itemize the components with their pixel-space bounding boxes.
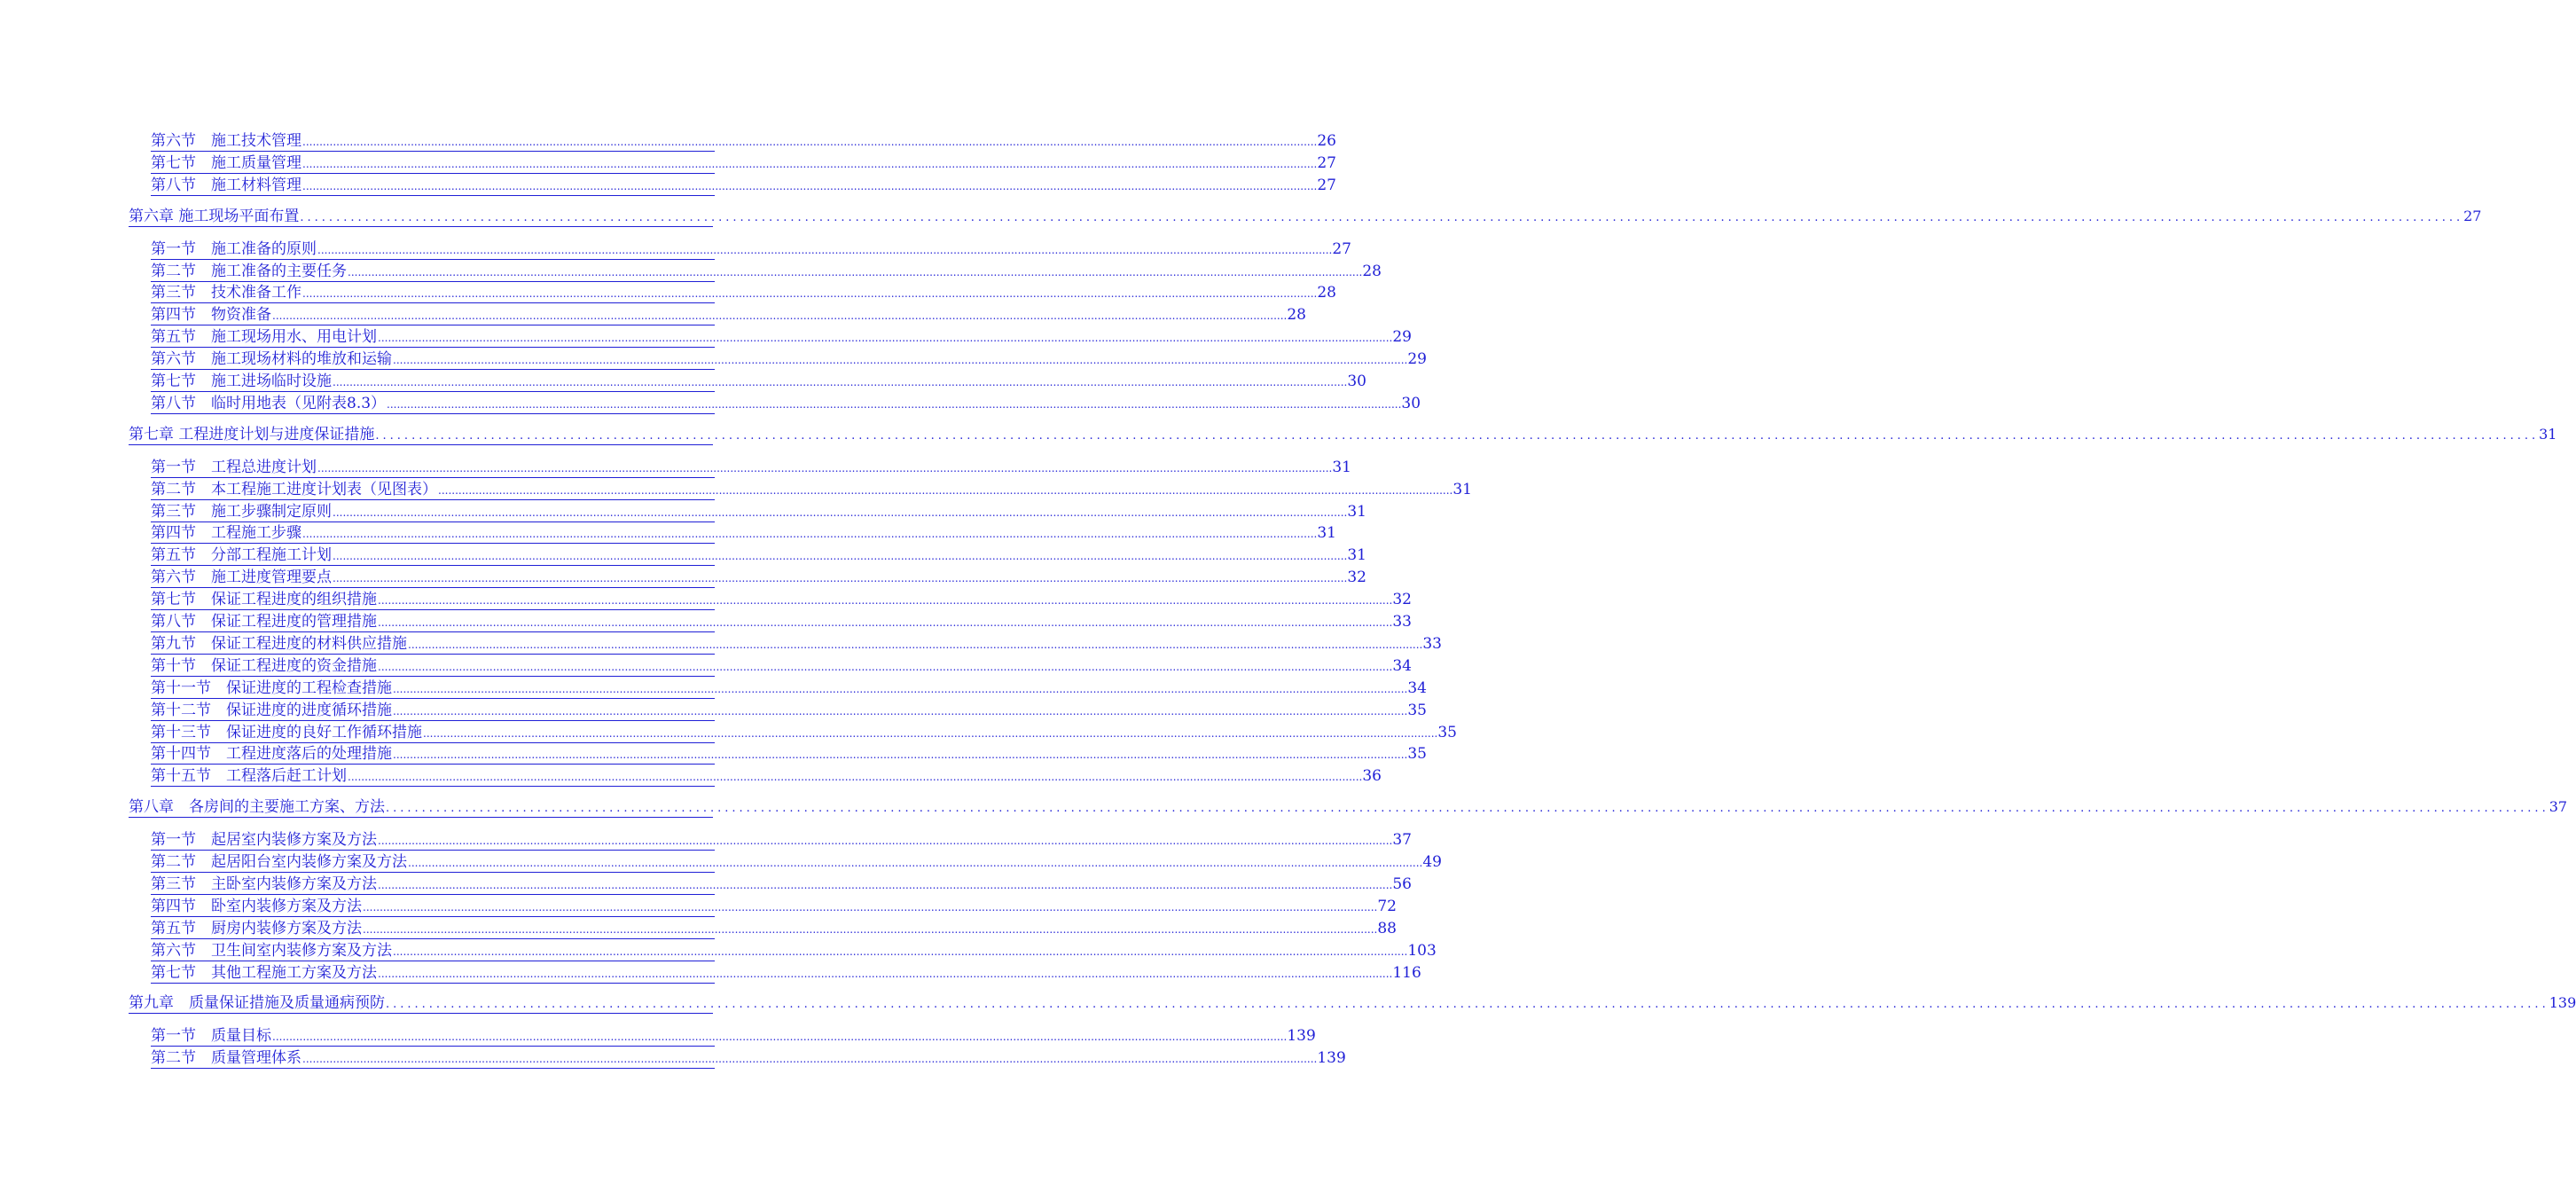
toc-section-link[interactable] [151, 283, 1336, 303]
toc-section-link[interactable] [151, 349, 1427, 370]
toc-entry-title: 第一节 施工准备的原则 [151, 239, 317, 258]
toc-dot-leader: ............................................................................................................................................................................................................................................................................................................ [378, 835, 1393, 848]
toc-entry-title: 第三节 主卧室内装修方案及方法 [151, 874, 377, 893]
toc-entry-title: 第十三节 保证进度的良好工作循环措施 [151, 723, 422, 741]
toc-section-link[interactable] [151, 874, 1412, 895]
toc-section-link[interactable] [151, 963, 1421, 984]
toc-entry-title: 第七节 其他工程施工方案及方法 [151, 963, 377, 982]
toc-page-number: 139 [1287, 1027, 1316, 1046]
toc-dot-leader: ............................................................................................................................................................................................................................................................................................................ [317, 243, 1333, 256]
toc-page-number: 34 [1392, 656, 1412, 675]
toc-entry-title: 第十节 保证工程进度的资金措施 [151, 656, 377, 675]
toc-page-number: 27 [1317, 176, 1336, 194]
toc-dot-leader: ............................................................................................................................................................................................................................................................................................................ [387, 397, 1402, 411]
toc-dot-leader: ............................................................................................................................................................................................................................................................................................................ [348, 265, 1363, 278]
toc-section-link[interactable] [151, 701, 1427, 721]
toc-section-link[interactable] [151, 372, 1366, 392]
toc-section-link[interactable] [151, 590, 1412, 610]
toc-page-number: 32 [1347, 569, 1366, 587]
toc-page-number: 103 [1407, 941, 1437, 960]
toc-page-number: 32 [1392, 591, 1412, 609]
toc-page-number: 27 [1332, 239, 1351, 258]
toc-dot-leader: ............................................................................................................................................................................................................................................................................................................ [300, 210, 2464, 224]
toc-page-number: 31 [1347, 502, 1366, 521]
toc-entry-title: 第五节 施工现场用水、用电计划 [151, 328, 377, 347]
toc-page-number: 72 [1377, 897, 1397, 915]
toc-page-number: 116 [1392, 963, 1421, 982]
toc-dot-leader: ............................................................................................................................................................................................................................................................................................................ [302, 179, 1318, 192]
toc-entry-title: 第五节 分部工程施工计划 [151, 546, 332, 565]
toc-entry-title: 第四节 工程施工步骤 [151, 524, 301, 543]
toc-entry-title: 第五节 厨房内装修方案及方法 [151, 919, 362, 937]
toc-page-number: 56 [1392, 874, 1412, 893]
toc-entry-title: 第九节 保证工程进度的材料供应措施 [151, 634, 407, 653]
toc-page-number: 37 [1392, 831, 1412, 850]
toc-dot-leader: ............................................................................................................................................................................................................................................................................................................ [393, 354, 1408, 367]
toc-section-link[interactable] [151, 852, 1442, 873]
toc-entry-title: 第十五节 工程落后赶工计划 [151, 767, 347, 786]
toc-page-number: 33 [1422, 634, 1442, 653]
toc-section-link[interactable] [151, 176, 1336, 196]
toc-page-number: 31 [1347, 546, 1366, 565]
toc-dot-leader: ............................................................................................................................................................................................................................................................................................................ [302, 287, 1318, 301]
toc-page-number: 139 [2549, 994, 2576, 1012]
toc-page-number: 29 [1392, 328, 1412, 347]
toc-dot-leader: ............................................................................................................................................................................................................................................................................................................ [333, 376, 1348, 388]
toc-dot-leader: ............................................................................................................................................................................................................................................................................................................ [378, 616, 1393, 629]
toc-entry-title: 第十四节 工程进度落后的处理措施 [151, 745, 392, 764]
toc-entry-title: 第八节 临时用地表（见附表8.3） [151, 394, 387, 412]
toc-entry-title: 第十一节 保证进度的工程检查措施 [151, 678, 392, 697]
toc-entry-title: 第八节 保证工程进度的管理措施 [151, 613, 377, 631]
toc-page-number: 35 [1407, 745, 1427, 764]
toc-page-number: 88 [1377, 919, 1397, 937]
toc-dot-leader: ............................................................................................................................................................................................................................................................................................................ [378, 967, 1393, 980]
toc-page-number: 28 [1287, 306, 1306, 325]
toc-chapter-link[interactable] [129, 797, 2568, 818]
toc-dot-leader: ............................................................................................................................................................................................................................................................................................................ [393, 682, 1408, 695]
toc-entry-title: 第二节 施工准备的主要任务 [151, 262, 347, 280]
toc-section-link[interactable] [151, 327, 1412, 348]
toc-dot-leader: ............................................................................................................................................................................................................................................................................................................ [272, 310, 1288, 323]
toc-entry-title: 第九章 质量保证措施及质量通病预防 [129, 994, 385, 1013]
toc-section-link[interactable] [151, 262, 1382, 282]
toc-entry-title: 第七节 施工进场临时设施 [151, 372, 332, 390]
toc-dot-leader: ............................................................................................................................................................................................................................................................................................................ [378, 594, 1393, 608]
toc-section-link[interactable] [151, 523, 1336, 544]
toc-entry-title: 第三节 技术准备工作 [151, 284, 301, 302]
toc-dot-leader: ............................................................................................................................................................................................................................................................................................................ [386, 802, 2549, 816]
toc-section-link[interactable] [151, 919, 1397, 939]
toc-dot-leader: ............................................................................................................................................................................................................................................................................................................ [302, 528, 1318, 541]
toc-page-number: 35 [1437, 723, 1457, 741]
toc-dot-leader: ............................................................................................................................................................................................................................................................................................................ [386, 998, 2549, 1012]
toc-entry-title: 第二节 质量管理体系 [151, 1049, 301, 1068]
toc-page-number: 36 [1362, 767, 1382, 786]
toc-dot-leader: ............................................................................................................................................................................................................................................................................................................ [393, 945, 1408, 958]
toc-entry-title: 第四节 卧室内装修方案及方法 [151, 897, 362, 915]
toc-dot-leader: ............................................................................................................................................................................................................................................................................................................ [375, 428, 2540, 443]
toc-entry-title: 第六节 施工技术管理 [151, 132, 301, 150]
toc-dot-leader: ............................................................................................................................................................................................................................................................................................................ [348, 771, 1363, 784]
toc-dot-leader: ............................................................................................................................................................................................................................................................................................................ [423, 726, 1438, 740]
toc-dot-leader: ............................................................................................................................................................................................................................................................................................................ [408, 638, 1423, 651]
toc-section-link[interactable] [151, 612, 1412, 632]
toc-page-number: 33 [1392, 613, 1412, 631]
toc-section-link[interactable] [151, 766, 1382, 787]
toc-page-number: 30 [1347, 372, 1366, 390]
toc-entry-title: 第一节 工程总进度计划 [151, 458, 317, 476]
toc-page-number: 37 [2549, 798, 2568, 816]
toc-chapter-link[interactable] [129, 993, 2576, 1014]
toc-chapter-link[interactable] [129, 207, 2482, 227]
toc-dot-leader: ............................................................................................................................................................................................................................................................................................................ [438, 483, 1453, 497]
toc-page-number: 27 [2463, 207, 2482, 224]
toc-section-link[interactable] [151, 458, 1351, 478]
toc-section-link[interactable] [151, 394, 1421, 414]
toc-entry-title: 第六节 施工进度管理要点 [151, 569, 332, 587]
toc-page-number: 31 [1332, 458, 1351, 476]
toc-section-link[interactable] [151, 545, 1366, 566]
toc-dot-leader: ............................................................................................................................................................................................................................................................................................................ [302, 1053, 1318, 1066]
toc-entry-title: 第一节 质量目标 [151, 1027, 271, 1046]
toc-section-link[interactable] [151, 239, 1351, 260]
toc-section-link[interactable] [151, 830, 1412, 851]
toc-page-number: 28 [1317, 284, 1336, 302]
toc-dot-leader: ............................................................................................................................................................................................................................................................................................................ [363, 900, 1378, 914]
toc-section-link[interactable] [151, 305, 1306, 325]
toc-section-link[interactable] [151, 502, 1366, 522]
toc-page-number: 31 [1317, 524, 1336, 543]
toc-entry-title: 第七节 保证工程进度的组织措施 [151, 591, 377, 609]
toc-section-link[interactable] [151, 941, 1437, 961]
toc-section-link[interactable] [151, 131, 1336, 152]
toc-entry-title: 第二节 本工程施工进度计划表（见图表） [151, 480, 437, 498]
toc-dot-leader: ............................................................................................................................................................................................................................................................................................................ [302, 157, 1318, 170]
toc-page-number: 31 [1452, 480, 1472, 498]
toc-entry-title: 第八节 施工材料管理 [151, 176, 301, 194]
toc-page-number: 29 [1407, 350, 1427, 369]
toc-page-number: 139 [1317, 1049, 1346, 1068]
toc-page-number: 35 [1407, 701, 1427, 719]
toc-dot-leader: ............................................................................................................................................................................................................................................................................................................ [393, 704, 1408, 718]
toc-entry-title: 第七节 施工质量管理 [151, 153, 301, 172]
toc-entry-title: 第七章 工程进度计划与进度保证措施 [129, 425, 375, 443]
toc-dot-leader: ............................................................................................................................................................................................................................................................................................................ [333, 572, 1348, 585]
toc-dot-leader: ............................................................................................................................................................................................................................................................................................................ [363, 922, 1378, 936]
toc-page-number: 28 [1362, 262, 1382, 280]
toc-entry-title: 第四节 物资准备 [151, 306, 271, 325]
toc-entry-title: 第三节 施工步骤制定原则 [151, 502, 332, 521]
toc-section-link[interactable] [151, 1026, 1316, 1047]
toc-entry-title: 第一节 起居室内装修方案及方法 [151, 831, 377, 850]
toc-entry-title: 第十二节 保证进度的进度循环措施 [151, 701, 392, 719]
toc-section-link[interactable] [151, 744, 1427, 765]
toc-dot-leader: ............................................................................................................................................................................................................................................................................................................ [378, 660, 1393, 673]
toc-entry-title: 第六章 施工现场平面布置 [129, 207, 300, 225]
toc-page-number: 34 [1407, 678, 1427, 697]
toc-dot-leader: ............................................................................................................................................................................................................................................................................................................ [333, 506, 1348, 519]
toc-dot-leader: ............................................................................................................................................................................................................................................................................................................ [317, 461, 1333, 474]
toc-dot-leader: ............................................................................................................................................................................................................................................................................................................ [408, 857, 1423, 869]
toc-page-number: 26 [1317, 132, 1336, 150]
toc-dot-leader: ............................................................................................................................................................................................................................................................................................................ [393, 749, 1408, 762]
toc-section-link[interactable] [151, 153, 1336, 174]
toc-dot-leader: ............................................................................................................................................................................................................................................................................................................ [302, 136, 1318, 148]
toc-section-link[interactable] [151, 656, 1412, 677]
toc-section-link[interactable] [151, 480, 1472, 500]
toc-section-link[interactable] [151, 897, 1397, 917]
toc-page-number: 49 [1422, 853, 1442, 871]
toc-section-link[interactable] [151, 568, 1366, 588]
toc-entry-title: 第六节 施工现场材料的堆放和运输 [151, 350, 392, 369]
toc-page-number: 31 [2539, 425, 2557, 443]
toc-dot-leader: ............................................................................................................................................................................................................................................................................................................ [333, 550, 1348, 563]
toc-entry-title: 第二节 起居阳台室内装修方案及方法 [151, 853, 407, 871]
toc-section-link[interactable] [151, 723, 1457, 743]
toc-chapter-link[interactable] [129, 425, 2557, 445]
toc-dot-leader: ............................................................................................................................................................................................................................................................................................................ [378, 332, 1393, 345]
toc-dot-leader: ............................................................................................................................................................................................................................................................................................................ [272, 1031, 1288, 1044]
toc-page-number: 30 [1401, 394, 1421, 412]
toc-section-link[interactable] [151, 678, 1427, 699]
toc-section-link[interactable] [151, 634, 1442, 655]
toc-dot-leader: ............................................................................................................................................................................................................................................................................................................ [378, 878, 1393, 891]
toc-entry-title: 第八章 各房间的主要施工方案、方法 [129, 798, 385, 817]
toc-section-link[interactable] [151, 1048, 1346, 1069]
toc-page-number: 27 [1317, 153, 1336, 172]
toc-entry-title: 第六节 卫生间室内装修方案及方法 [151, 941, 392, 960]
